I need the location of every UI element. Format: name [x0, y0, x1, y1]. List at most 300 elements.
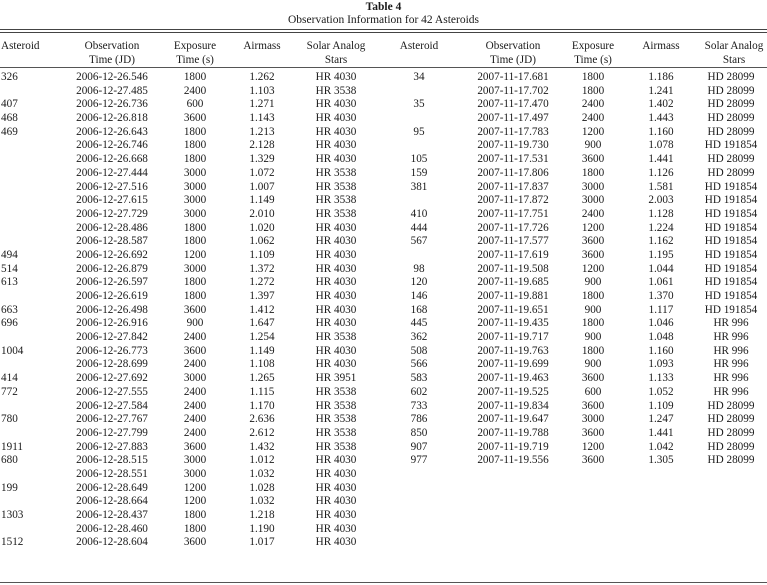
header-asteroid-right — [389, 39, 449, 53]
table-row — [385, 112, 767, 126]
cell-solar-analog: HD 28099 — [707, 84, 755, 97]
cell-asteroid: 146 — [410, 290, 428, 302]
table-row — [0, 126, 385, 140]
cell-asteroid: 120 — [410, 276, 428, 289]
cell-exposure: 1800 — [183, 276, 207, 289]
cell-observation-time: 2006-12-27.692 — [76, 372, 148, 385]
cell-observation-time: 2007-11-17.837 — [477, 180, 549, 193]
cell-solar-analog: HD 191854 — [704, 221, 758, 234]
cell-exposure: 3000 — [183, 207, 207, 220]
table-row — [385, 167, 767, 181]
cell-observation-time: 2006-12-27.767 — [76, 413, 148, 426]
cell-airmass: 1.265 — [249, 372, 275, 385]
cell-airmass: 1.441 — [648, 153, 674, 166]
table-row — [0, 317, 385, 331]
cell-solar-analog: HD 28099 — [707, 413, 755, 426]
header-label: Asteroid — [1, 40, 40, 52]
cell-exposure: 1800 — [581, 71, 605, 83]
table-row — [385, 85, 767, 99]
cell-asteroid: 159 — [410, 166, 428, 179]
cell-airmass: 1.143 — [249, 112, 275, 125]
header-airmass-left — [230, 39, 294, 53]
cell-airmass: 1.160 — [648, 344, 674, 357]
cell-airmass: 1.126 — [648, 166, 674, 179]
cell-airmass: 1.370 — [648, 290, 674, 302]
cell-exposure: 2400 — [183, 358, 207, 371]
cell-solar-analog: HR 3538 — [315, 440, 357, 453]
table-row — [0, 263, 385, 277]
cell-observation-time: 2007-11-19.647 — [477, 413, 549, 426]
table-row — [385, 372, 767, 386]
cell-exposure: 1200 — [183, 248, 207, 261]
table-row — [0, 454, 385, 468]
cell-exposure: 3600 — [581, 153, 605, 166]
cell-asteroid: 445 — [410, 317, 428, 330]
cell-observation-time: 2006-12-26.879 — [76, 262, 148, 275]
cell-exposure: 900 — [584, 139, 602, 152]
cell-exposure: 2400 — [581, 207, 605, 220]
cell-solar-analog: HR 3538 — [315, 399, 357, 412]
cell-observation-time: 2006-12-26.546 — [76, 71, 148, 83]
cell-solar-analog: HD 191854 — [704, 290, 758, 302]
table-row — [0, 331, 385, 345]
cell-asteroid: 35 — [413, 98, 425, 111]
cell-asteroid: 105 — [410, 153, 428, 166]
cell-airmass: 1.108 — [249, 358, 275, 371]
table-row — [0, 222, 385, 236]
cell-asteroid: 381 — [410, 180, 428, 193]
cell-exposure: 1800 — [183, 235, 207, 248]
table-row — [0, 468, 385, 482]
cell-airmass: 1.224 — [648, 221, 674, 234]
header-line-1: Exposure — [173, 40, 217, 52]
cell-asteroid: 602 — [410, 385, 428, 398]
cell-observation-time: 2007-11-19.525 — [477, 385, 549, 398]
table-row — [385, 304, 767, 318]
cell-asteroid: 362 — [410, 331, 428, 344]
table-row — [385, 98, 767, 112]
cell-exposure: 1800 — [581, 317, 605, 330]
cell-airmass: 1.046 — [648, 317, 674, 330]
cell-airmass: 2.612 — [249, 426, 275, 439]
cell-solar-analog: HR 3538 — [315, 413, 357, 426]
table-row — [385, 153, 767, 167]
cell-observation-time: 2007-11-17.497 — [477, 112, 549, 125]
cell-solar-analog: HR 4030 — [315, 495, 357, 508]
table-row — [0, 276, 385, 290]
cell-asteroid: 772 — [1, 385, 18, 398]
cell-asteroid: 168 — [410, 303, 428, 316]
cell-airmass: 1.432 — [249, 440, 275, 453]
cell-airmass: 1.160 — [648, 125, 674, 138]
cell-airmass: 1.247 — [648, 413, 674, 426]
cell-observation-time: 2007-11-17.470 — [477, 98, 549, 111]
cell-airmass: 1.213 — [249, 125, 275, 138]
table-row — [0, 249, 385, 263]
cell-exposure: 900 — [584, 331, 602, 344]
table-row — [385, 249, 767, 263]
cell-solar-analog: HR 4030 — [315, 303, 357, 316]
cell-exposure: 3600 — [183, 536, 207, 549]
cell-solar-analog: HD 28099 — [707, 454, 755, 467]
table-row — [385, 194, 767, 208]
cell-observation-time: 2006-12-27.729 — [76, 207, 148, 220]
header-exposure-left — [160, 39, 230, 67]
cell-observation-time: 2007-11-19.699 — [477, 358, 549, 371]
cell-asteroid: 34 — [413, 71, 425, 83]
cell-solar-analog: HR 4030 — [315, 509, 357, 521]
cell-exposure: 900 — [584, 276, 602, 289]
table-row — [385, 413, 767, 427]
cell-asteroid: 786 — [410, 413, 428, 426]
cell-exposure: 1200 — [183, 495, 207, 508]
cell-observation-time: 2006-12-26.818 — [76, 112, 148, 125]
cell-solar-analog: HD 28099 — [707, 426, 755, 439]
cell-airmass: 1.103 — [249, 84, 275, 97]
table-row — [385, 358, 767, 372]
table-row — [0, 181, 385, 195]
cell-exposure: 3600 — [183, 303, 207, 316]
cell-exposure: 3000 — [183, 467, 207, 480]
table-row — [385, 71, 767, 85]
cell-airmass: 1.044 — [648, 262, 674, 275]
table-row — [0, 441, 385, 455]
cell-solar-analog: HD 28099 — [707, 125, 755, 138]
table-row — [0, 139, 385, 153]
cell-airmass: 1.272 — [249, 276, 275, 289]
cell-observation-time: 2007-11-17.577 — [477, 235, 549, 248]
cell-solar-analog: HR 4030 — [315, 317, 357, 330]
cell-observation-time: 2006-12-28.486 — [76, 221, 148, 234]
cell-observation-time: 2007-11-17.681 — [477, 71, 549, 83]
cell-observation-time: 2006-12-28.515 — [76, 454, 148, 467]
table-number: Table 4 — [365, 1, 402, 13]
cell-asteroid: 613 — [1, 276, 18, 289]
cell-airmass: 1.149 — [249, 344, 275, 357]
cell-exposure: 3600 — [581, 426, 605, 439]
cell-exposure: 1800 — [183, 153, 207, 166]
table-row — [0, 153, 385, 167]
cell-exposure: 1800 — [183, 290, 207, 302]
header-line-2: Time (s) — [574, 54, 612, 66]
table-row — [385, 290, 767, 304]
cell-asteroid: 98 — [413, 262, 425, 275]
cell-airmass: 1.052 — [648, 385, 674, 398]
cell-asteroid: 95 — [413, 125, 425, 138]
cell-solar-analog: HR 4030 — [315, 221, 357, 234]
cell-asteroid: 468 — [1, 112, 18, 125]
cell-airmass: 1.061 — [648, 276, 674, 289]
header-solar-analog-left — [290, 39, 382, 67]
table-body-left — [0, 71, 385, 550]
cell-solar-analog: HR 4030 — [315, 71, 357, 83]
cell-asteroid: 199 — [1, 481, 18, 494]
cell-exposure: 1200 — [581, 125, 605, 138]
cell-solar-analog: HR 3538 — [315, 180, 357, 193]
cell-exposure: 2400 — [183, 385, 207, 398]
cell-exposure: 1800 — [581, 290, 605, 302]
cell-airmass: 1.062 — [249, 235, 275, 248]
cell-airmass: 1.190 — [249, 522, 275, 535]
cell-solar-analog: HR 996 — [713, 385, 749, 398]
cell-solar-analog: HR 4030 — [315, 248, 357, 261]
cell-airmass: 1.443 — [648, 112, 674, 125]
table-row — [0, 235, 385, 249]
header-airmass-right — [629, 39, 693, 53]
header-line-2: Stars — [324, 54, 348, 66]
cell-airmass: 1.007 — [249, 180, 275, 193]
table-row — [0, 523, 385, 537]
cell-airmass: 1.078 — [648, 139, 674, 152]
cell-observation-time: 2006-12-28.437 — [76, 509, 148, 521]
cell-solar-analog: HR 3538 — [315, 84, 357, 97]
cell-solar-analog: HR 4030 — [315, 262, 357, 275]
cell-solar-analog: HD 191854 — [704, 180, 758, 193]
table-row — [385, 126, 767, 140]
cell-observation-time: 2007-11-19.651 — [477, 303, 549, 316]
cell-exposure: 600 — [584, 385, 602, 398]
cell-solar-analog: HR 4030 — [315, 481, 357, 494]
cell-solar-analog: HD 28099 — [707, 166, 755, 179]
cell-solar-analog: HR 3538 — [315, 166, 357, 179]
cell-exposure: 900 — [584, 303, 602, 316]
cell-exposure: 1800 — [581, 84, 605, 97]
cell-exposure: 1800 — [183, 522, 207, 535]
table-row — [0, 495, 385, 509]
cell-observation-time: 2006-12-27.516 — [76, 180, 148, 193]
cell-airmass: 1.012 — [249, 454, 275, 467]
cell-airmass: 1.093 — [648, 358, 674, 371]
cell-observation-time: 2006-12-26.736 — [76, 98, 148, 111]
header-line-1: Solar Analog — [704, 40, 764, 52]
cell-observation-time: 2007-11-19.788 — [477, 426, 549, 439]
cell-observation-time: 2007-11-19.719 — [477, 440, 549, 453]
cell-exposure: 900 — [584, 358, 602, 371]
cell-solar-analog: HD 191854 — [704, 303, 758, 316]
cell-observation-time: 2007-11-19.881 — [477, 290, 549, 302]
cell-airmass: 1.254 — [249, 331, 275, 344]
cell-airmass: 1.109 — [249, 248, 275, 261]
cell-solar-analog: HD 28099 — [707, 98, 755, 111]
cell-exposure: 2400 — [183, 331, 207, 344]
cell-solar-analog: HR 4030 — [315, 98, 357, 111]
cell-airmass: 2.636 — [249, 413, 275, 426]
cell-airmass: 1.109 — [648, 399, 674, 412]
cell-observation-time: 2006-12-26.643 — [76, 125, 148, 138]
cell-solar-analog: HR 4030 — [315, 139, 357, 152]
cell-solar-analog: HD 191854 — [704, 248, 758, 261]
table-row — [0, 413, 385, 427]
cell-airmass: 1.305 — [648, 454, 674, 467]
cell-exposure: 1800 — [581, 166, 605, 179]
cell-observation-time: 2006-12-26.692 — [76, 248, 148, 261]
cell-exposure: 3600 — [183, 344, 207, 357]
cell-asteroid: 696 — [1, 317, 18, 330]
cell-airmass: 1.032 — [249, 467, 275, 480]
cell-airmass: 1.128 — [648, 207, 674, 220]
cell-observation-time: 2006-12-27.842 — [76, 331, 148, 344]
cell-exposure: 3000 — [183, 372, 207, 385]
cell-observation-time: 2007-11-19.685 — [477, 276, 549, 289]
cell-observation-time: 2007-11-19.463 — [477, 372, 549, 385]
header-label: Airmass — [243, 40, 281, 52]
cell-observation-time: 2006-12-27.444 — [76, 166, 148, 179]
cell-exposure: 1800 — [183, 509, 207, 521]
cell-asteroid: 469 — [1, 125, 18, 138]
cell-observation-time: 2006-12-28.551 — [76, 467, 148, 480]
cell-solar-analog: HD 191854 — [704, 235, 758, 248]
cell-exposure: 2400 — [581, 112, 605, 125]
cell-airmass: 1.149 — [249, 194, 275, 207]
cell-solar-analog: HR 3538 — [315, 207, 357, 220]
cell-exposure: 600 — [186, 98, 204, 111]
table-row — [0, 400, 385, 414]
cell-exposure: 3600 — [581, 454, 605, 467]
cell-exposure: 3000 — [183, 194, 207, 207]
cell-airmass: 1.072 — [249, 166, 275, 179]
cell-observation-time: 2007-11-19.730 — [477, 139, 549, 152]
cell-observation-time: 2007-11-17.872 — [477, 194, 549, 207]
table-row — [0, 482, 385, 496]
table-row — [385, 208, 767, 222]
cell-asteroid: 1004 — [1, 344, 24, 357]
cell-solar-analog: HD 191854 — [704, 276, 758, 289]
header-solar-analog-right — [694, 39, 767, 67]
table-body-right — [385, 71, 767, 468]
cell-solar-analog: HR 4030 — [315, 522, 357, 535]
cell-exposure: 1800 — [183, 125, 207, 138]
cell-exposure: 3600 — [581, 248, 605, 261]
table-row — [385, 441, 767, 455]
cell-airmass: 1.133 — [648, 372, 674, 385]
cell-solar-analog: HR 996 — [713, 358, 749, 371]
cell-solar-analog: HD 191854 — [704, 194, 758, 207]
cell-observation-time: 2006-12-28.604 — [76, 536, 148, 549]
cell-solar-analog: HR 996 — [713, 344, 749, 357]
cell-exposure: 1200 — [183, 481, 207, 494]
cell-solar-analog: HR 3538 — [315, 331, 357, 344]
cell-asteroid: 583 — [410, 372, 428, 385]
cell-asteroid: 663 — [1, 303, 18, 316]
cell-exposure: 3000 — [183, 166, 207, 179]
table-row — [385, 331, 767, 345]
cell-airmass: 1.402 — [648, 98, 674, 111]
table-row — [385, 400, 767, 414]
cell-solar-analog: HR 4030 — [315, 290, 357, 302]
table-row — [0, 112, 385, 126]
cell-solar-analog: HR 3538 — [315, 426, 357, 439]
cell-exposure: 3600 — [581, 235, 605, 248]
table-row — [0, 85, 385, 99]
cell-observation-time: 2006-12-26.668 — [76, 153, 148, 166]
table-row — [385, 386, 767, 400]
cell-solar-analog: HR 4030 — [315, 276, 357, 289]
table-row — [0, 98, 385, 112]
cell-solar-analog: HD 28099 — [707, 399, 755, 412]
cell-exposure: 3000 — [183, 180, 207, 193]
cell-observation-time: 2006-12-26.916 — [76, 317, 148, 330]
header-line-1: Observation — [485, 40, 541, 52]
cell-observation-time: 2006-12-28.664 — [76, 495, 148, 508]
cell-airmass: 1.397 — [249, 290, 275, 302]
cell-exposure: 1200 — [581, 221, 605, 234]
table-row — [385, 235, 767, 249]
cell-asteroid: 733 — [410, 399, 428, 412]
cell-airmass: 1.647 — [249, 317, 275, 330]
cell-observation-time: 2006-12-28.460 — [76, 522, 148, 535]
cell-solar-analog: HD 191854 — [704, 207, 758, 220]
cell-solar-analog: HR 3538 — [315, 194, 357, 207]
cell-solar-analog: HR 4030 — [315, 153, 357, 166]
table-row — [385, 345, 767, 359]
cell-exposure: 1800 — [183, 139, 207, 152]
cell-solar-analog: HR 4030 — [315, 125, 357, 138]
header-line-2: Time (JD) — [490, 54, 536, 66]
cell-airmass: 1.162 — [648, 235, 674, 248]
cell-solar-analog: HR 4030 — [315, 467, 357, 480]
cell-observation-time: 2006-12-27.883 — [76, 440, 148, 453]
cell-airmass: 1.241 — [648, 84, 674, 97]
cell-asteroid: 567 — [410, 235, 428, 248]
cell-exposure: 3000 — [581, 413, 605, 426]
cell-airmass: 1.218 — [249, 509, 275, 521]
cell-observation-time: 2007-11-19.435 — [477, 317, 549, 330]
cell-asteroid: 566 — [410, 358, 428, 371]
cell-airmass: 1.581 — [648, 180, 674, 193]
header-line-1: Exposure — [571, 40, 615, 52]
cell-exposure: 3600 — [183, 112, 207, 125]
cell-observation-time: 2006-12-28.587 — [76, 235, 148, 248]
cell-solar-analog: HD 191854 — [704, 262, 758, 275]
cell-observation-time: 2006-12-27.584 — [76, 399, 148, 412]
cell-asteroid: 410 — [410, 207, 428, 220]
cell-exposure: 3600 — [581, 372, 605, 385]
cell-observation-time: 2006-12-26.597 — [76, 276, 148, 289]
header-observation-time-right — [463, 39, 563, 67]
cell-airmass: 1.042 — [648, 440, 674, 453]
header-line-1: Solar Analog — [306, 40, 366, 52]
cell-observation-time: 2007-11-17.619 — [477, 248, 549, 261]
cell-airmass: 1.186 — [648, 71, 674, 83]
table-row — [0, 358, 385, 372]
cell-observation-time: 2006-12-26.773 — [76, 344, 148, 357]
cell-exposure: 3000 — [183, 454, 207, 467]
cell-observation-time: 2006-12-27.485 — [76, 84, 148, 97]
cell-observation-time: 2007-11-19.508 — [477, 262, 549, 275]
cell-solar-analog: HR 3538 — [315, 385, 357, 398]
table-row — [0, 304, 385, 318]
cell-exposure: 3000 — [581, 180, 605, 193]
cell-solar-analog: HR 4030 — [315, 112, 357, 125]
cell-airmass: 1.028 — [249, 481, 275, 494]
cell-airmass: 2.128 — [249, 139, 275, 152]
cell-observation-time: 2007-11-17.531 — [477, 153, 549, 166]
cell-solar-analog: HD 28099 — [707, 440, 755, 453]
cell-observation-time: 2006-12-26.746 — [76, 139, 148, 152]
cell-solar-analog: HD 28099 — [707, 71, 755, 83]
cell-observation-time: 2007-11-17.751 — [477, 207, 549, 220]
cell-observation-time: 2006-12-28.699 — [76, 358, 148, 371]
header-line-1: Observation — [84, 40, 140, 52]
cell-asteroid: 514 — [1, 262, 18, 275]
table-row — [0, 427, 385, 441]
cell-asteroid: 1512 — [1, 536, 24, 549]
cell-observation-time: 2006-12-26.619 — [76, 290, 148, 302]
cell-airmass: 1.412 — [249, 303, 275, 316]
cell-solar-analog: HR 4030 — [315, 344, 357, 357]
cell-airmass: 1.372 — [249, 262, 275, 275]
cell-exposure: 3000 — [183, 262, 207, 275]
